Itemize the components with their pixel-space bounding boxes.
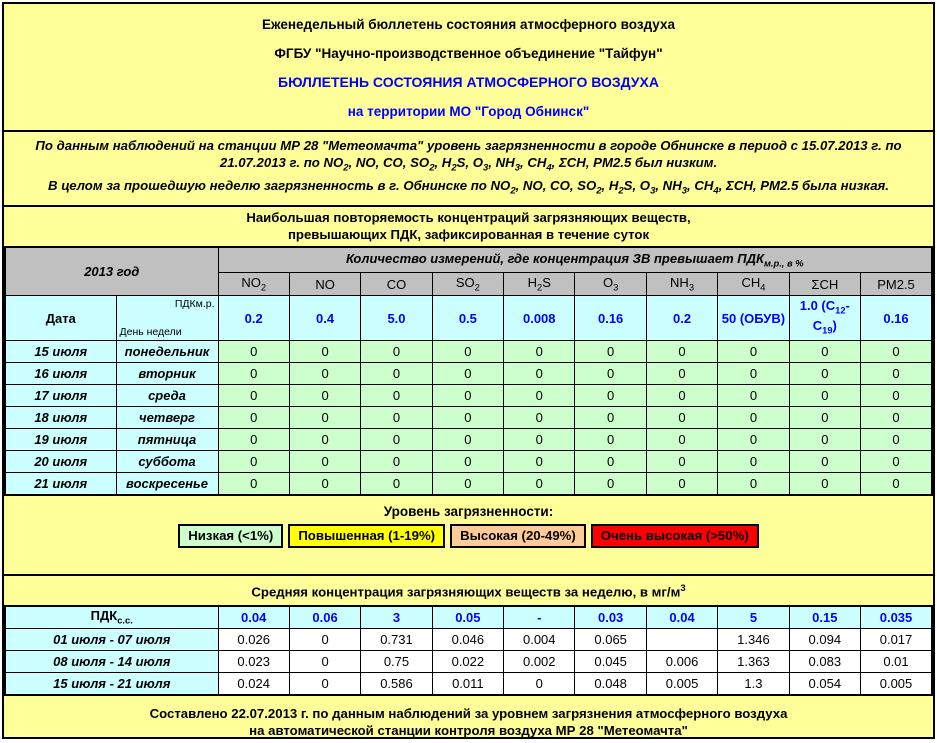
pollution-summary <box>4 132 933 207</box>
pdk-ss-value-cell: 0.03 <box>575 606 646 629</box>
average-value-cell: 0.024 <box>218 672 289 695</box>
pdk-mr-value-cell: 50 (ОБУВ) <box>718 296 789 341</box>
pdk-mr-value-cell: 0.5 <box>432 296 503 341</box>
legend-item-very-high: Очень высокая (>50%) <box>591 524 759 548</box>
average-value-cell: 0.094 <box>789 628 860 650</box>
average-value-cell: 0.048 <box>575 672 646 695</box>
average-value-cell <box>646 628 717 650</box>
measurement-cell: 0 <box>289 385 360 407</box>
pdk-mr-value-cell: 0.16 <box>575 296 646 341</box>
pdk-mr-value-cell: 5.0 <box>361 296 432 341</box>
measurement-cell: 0 <box>861 429 932 451</box>
summary-line-1: По данным наблюдений на станции МР 28 "Метеомачта" уровень загрязненности в городе Обнинске в период с 15.07.2013 г. по 21.07.2013 г. по $NO_2$, NO, CO, $SO_2$, $H_2S$, $O_3$, $NH_3$, $CH_4$, ΣCH, PM2.5 был низким. <box>35 138 902 174</box>
average-value-cell: 1.346 <box>718 628 789 650</box>
measurement-cell: 0 <box>361 341 432 363</box>
average-value-cell: 1.363 <box>718 650 789 672</box>
footer-line-1: Составлено 22.07.2013 г. по данным наблюдений за уровнем загрязнения атмосферного воздуха <box>149 705 788 721</box>
substance-header-cell: ΣCH <box>789 273 860 296</box>
date-row <box>5 385 932 407</box>
measurement-cell: 0 <box>361 451 432 473</box>
pdk-mr-value-cell: 0.2 <box>218 296 289 341</box>
date-cell: 16 июля <box>5 363 116 385</box>
legend-row <box>4 524 933 548</box>
day-cell: воскресенье <box>116 473 218 496</box>
pdk-ss-value-cell: 0.04 <box>218 606 289 629</box>
average-value-cell: 0.002 <box>504 650 575 672</box>
average-value-cell: 0.004 <box>504 628 575 650</box>
day-cell: четверг <box>116 407 218 429</box>
measurement-cell: 0 <box>289 407 360 429</box>
week-label-cell: 15 июля - 21 июля <box>5 672 218 695</box>
average-value-cell: 0.01 <box>861 650 932 672</box>
average-value-cell: 0.022 <box>432 650 503 672</box>
date-row <box>5 429 932 451</box>
day-cell: пятница <box>116 429 218 451</box>
week-row <box>5 672 932 695</box>
measurement-cell: 0 <box>361 473 432 496</box>
average-value-cell: 0.065 <box>575 628 646 650</box>
substance-header-cell: $NH_3$ <box>646 273 717 296</box>
daily-measurements <box>5 341 932 496</box>
pdk-ss-value-cell: 0.035 <box>861 606 932 629</box>
measurement-cell: 0 <box>718 473 789 496</box>
measurement-cell: 0 <box>289 473 360 496</box>
pdk-mr-value-cell: 0.2 <box>646 296 717 341</box>
average-value-cell: 0.005 <box>646 672 717 695</box>
measurement-cell: 0 <box>432 429 503 451</box>
measurement-cell: 0 <box>718 429 789 451</box>
average-value-cell: 0 <box>289 628 360 650</box>
measurement-cell: 0 <box>289 341 360 363</box>
measurements-title-cell: Количество измерений, где концентрация ЗВ превышает $ПДК_{м.р., в \%}$ <box>218 247 932 273</box>
average-value-cell: 0.75 <box>361 650 432 672</box>
pdk-ss-value-cell: - <box>504 606 575 629</box>
measurement-cell: 0 <box>504 451 575 473</box>
measurement-cell: 0 <box>361 385 432 407</box>
measurement-cell: 0 <box>361 407 432 429</box>
measurement-cell: 0 <box>504 341 575 363</box>
measurement-cell: 0 <box>218 451 289 473</box>
day-cell: суббота <box>116 451 218 473</box>
average-value-cell: 0.011 <box>432 672 503 695</box>
measurement-cell: 0 <box>646 385 717 407</box>
pdk-mr-label: ПДКм.р. <box>174 298 215 311</box>
pdk-mr-value-cell: 0.008 <box>504 296 575 341</box>
average-value-cell: 0.731 <box>361 628 432 650</box>
date-row <box>5 451 932 473</box>
average-value-cell: 0.045 <box>575 650 646 672</box>
year-header-cell: 2013 год <box>5 247 218 296</box>
pdk-ss-value-cell: 0.04 <box>646 606 717 629</box>
exceedance-title-line-2: превышающих ПДК, зафиксированная в течение суток <box>287 227 650 243</box>
measurement-cell: 0 <box>789 407 860 429</box>
measurement-cell: 0 <box>861 385 932 407</box>
measurement-cell: 0 <box>646 407 717 429</box>
measurement-cell: 0 <box>575 385 646 407</box>
measurement-cell: 0 <box>646 341 717 363</box>
measurement-cell: 0 <box>789 473 860 496</box>
legend-title: Уровень загрязненности: <box>383 504 554 520</box>
pdk-ss-value-cell: 3 <box>361 606 432 629</box>
pollution-level-legend <box>4 496 933 576</box>
bulletin-header <box>4 4 933 132</box>
pdk-ss-value-cell: 5 <box>718 606 789 629</box>
measurement-cell: 0 <box>361 363 432 385</box>
measurement-cell: 0 <box>504 473 575 496</box>
weekly-average-table <box>4 605 933 696</box>
measurement-cell: 0 <box>218 341 289 363</box>
date-column-header: Дата <box>5 296 116 341</box>
measurement-cell: 0 <box>646 363 717 385</box>
day-cell: понедельник <box>116 341 218 363</box>
measurement-cell: 0 <box>432 473 503 496</box>
average-value-cell: 0.026 <box>218 628 289 650</box>
weekly-bulletin-title: Еженедельный бюллетень состояния атмосферного воздуха <box>261 17 675 32</box>
date-row <box>5 363 932 385</box>
date-row <box>5 473 932 496</box>
average-value-cell: 0 <box>289 650 360 672</box>
pdk-ss-value-cell: 0.05 <box>432 606 503 629</box>
average-value-cell: 0.006 <box>646 650 717 672</box>
weekly-averages <box>5 628 932 695</box>
measurement-cell: 0 <box>861 473 932 496</box>
pdk-day-diagonal-cell <box>116 296 218 341</box>
substance-header-cell: CO <box>361 273 432 296</box>
date-cell: 18 июля <box>5 407 116 429</box>
measurement-cell: 0 <box>575 341 646 363</box>
measurement-cell: 0 <box>789 451 860 473</box>
legend-item-low: Низкая (<1%) <box>178 524 283 548</box>
average-section-title: Средняя концентрация загрязняющих веществ за неделю, в $мг/м^3$ <box>251 583 686 600</box>
measurement-cell: 0 <box>718 363 789 385</box>
measurement-cell: 0 <box>718 451 789 473</box>
measurement-cell: 0 <box>646 451 717 473</box>
measurement-cell: 0 <box>789 385 860 407</box>
measurement-cell: 0 <box>789 363 860 385</box>
average-value-cell: 0.046 <box>432 628 503 650</box>
pdk-ss-value-cell: 0.06 <box>289 606 360 629</box>
substance-header-cell: PM2.5 <box>861 273 932 296</box>
exceedance-section-title <box>4 207 933 246</box>
measurement-cell: 0 <box>432 363 503 385</box>
measurement-cell: 0 <box>432 385 503 407</box>
day-of-week-label: День недели <box>119 326 182 339</box>
measurement-cell: 0 <box>575 407 646 429</box>
pdk-ss-value-cell: 0.15 <box>789 606 860 629</box>
substance-header-cell: $H_2S$ <box>504 273 575 296</box>
substance-header-cell: $CH_4$ <box>718 273 789 296</box>
measurement-cell: 0 <box>361 429 432 451</box>
measurement-cell: 0 <box>289 429 360 451</box>
week-label-cell: 08 июля - 14 июля <box>5 650 218 672</box>
pdk-mr-value-cell: 0.4 <box>289 296 360 341</box>
measurement-cell: 0 <box>504 407 575 429</box>
week-label-cell: 01 июля - 07 июля <box>5 628 218 650</box>
date-cell: 17 июля <box>5 385 116 407</box>
week-row <box>5 628 932 650</box>
organization-name: ФГБУ "Научно-производственное объединение "Тайфун" <box>274 46 663 61</box>
date-row <box>5 341 932 363</box>
pdk-mr-row <box>5 296 932 341</box>
legend-item-elevated: Повышенная (1-19%) <box>288 524 445 548</box>
measurement-cell: 0 <box>218 385 289 407</box>
day-cell: вторник <box>116 363 218 385</box>
measurement-cell: 0 <box>718 341 789 363</box>
measurement-cell: 0 <box>718 407 789 429</box>
average-value-cell: 0 <box>504 672 575 695</box>
substance-header-cell: $SO_2$ <box>432 273 503 296</box>
measurement-cell: 0 <box>504 429 575 451</box>
footer-line-2: на автоматической станции контроля воздуха МР 28 "Метеомачта" <box>249 722 688 738</box>
legend-item-high: Высокая (20-49%) <box>450 524 586 548</box>
measurement-cell: 0 <box>789 429 860 451</box>
average-value-cell: 0.017 <box>861 628 932 650</box>
substance-header-cell: $O_3$ <box>575 273 646 296</box>
day-cell: среда <box>116 385 218 407</box>
measurement-cell: 0 <box>861 407 932 429</box>
average-value-cell: 0.054 <box>789 672 860 695</box>
week-row <box>5 650 932 672</box>
pdk-ss-label: $ПДК_{с.с.}$ <box>5 606 218 629</box>
measurement-cell: 0 <box>218 429 289 451</box>
measurement-cell: 0 <box>504 363 575 385</box>
summary-line-2: В целом за прошедшую неделю загрязненность в г. Обнинске по $NO_2$, NO, CO, $SO_2$, $H_2S$, $O_3$, $NH_3$, $CH_4$, ΣCH, PM2.5 была низкая. <box>48 177 889 197</box>
date-cell: 19 июля <box>5 429 116 451</box>
average-value-cell: 0.083 <box>789 650 860 672</box>
measurement-cell: 0 <box>646 473 717 496</box>
average-value-cell: 1.3 <box>718 672 789 695</box>
measurement-cell: 0 <box>504 385 575 407</box>
average-value-cell: 0.023 <box>218 650 289 672</box>
date-cell: 20 июля <box>5 451 116 473</box>
measurement-cell: 0 <box>218 407 289 429</box>
average-value-cell: 0.005 <box>861 672 932 695</box>
measurement-cell: 0 <box>289 451 360 473</box>
bulletin-page <box>2 2 935 739</box>
measurement-cell: 0 <box>289 363 360 385</box>
territory-subtitle: на территории МО "Город Обнинск" <box>347 104 590 119</box>
measurement-cell: 0 <box>575 429 646 451</box>
table-title-row <box>5 247 932 273</box>
substance-header-cell: NO <box>289 273 360 296</box>
date-cell: 15 июля <box>5 341 116 363</box>
measurement-cell: 0 <box>861 363 932 385</box>
measurement-cell: 0 <box>718 385 789 407</box>
measurement-cell: 0 <box>789 341 860 363</box>
substance-header-cell: $NO_2$ <box>218 273 289 296</box>
measurement-cell: 0 <box>432 451 503 473</box>
average-value-cell: 0.586 <box>361 672 432 695</box>
measurement-cell: 0 <box>646 429 717 451</box>
measurement-cell: 0 <box>218 363 289 385</box>
measurement-cell: 0 <box>575 363 646 385</box>
measurement-cell: 0 <box>575 473 646 496</box>
exceedance-table <box>4 246 933 496</box>
average-value-cell: 0 <box>289 672 360 695</box>
exceedance-title-line-1: Наибольшая повторяемость концентраций загрязняющих веществ, <box>246 210 691 226</box>
date-cell: 21 июля <box>5 473 116 496</box>
date-row <box>5 407 932 429</box>
measurement-cell: 0 <box>861 341 932 363</box>
measurement-cell: 0 <box>218 473 289 496</box>
measurement-cell: 0 <box>432 341 503 363</box>
measurement-cell: 0 <box>575 451 646 473</box>
pdk-mr-value-cell: 1.0 $(C_{12}-C_{19})$ <box>789 296 860 341</box>
measurement-cell: 0 <box>432 407 503 429</box>
pdk-ss-row <box>5 606 932 629</box>
measurement-cell: 0 <box>861 451 932 473</box>
pdk-mr-value-cell: 0.16 <box>861 296 932 341</box>
bulletin-title: БЮЛЛЕТЕНЬ СОСТОЯНИЯ АТМОСФЕРНОГО ВОЗДУХА <box>278 74 659 90</box>
bulletin-footer <box>4 696 933 739</box>
